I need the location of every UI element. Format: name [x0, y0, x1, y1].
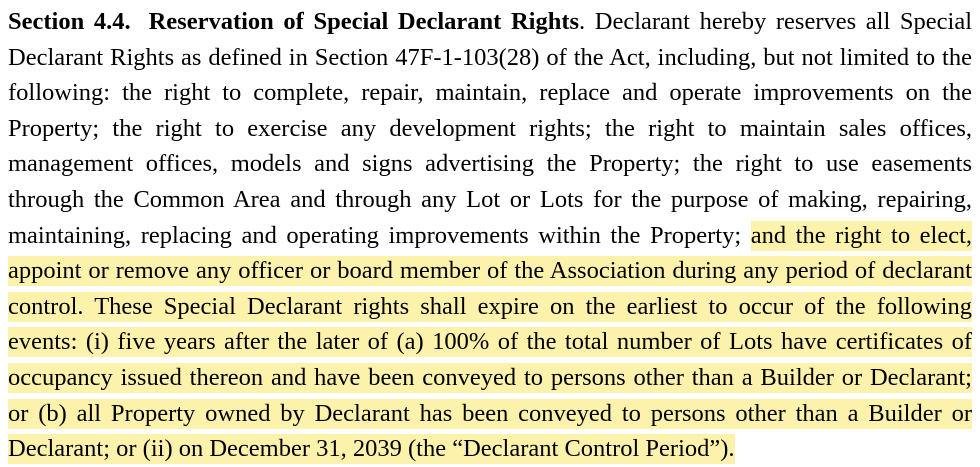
- paragraph-body-plain: . Declarant hereby reserves all Special Declarant Rights as defined in Section 47F-1-103(28) of the Act, including, but not limited to the following: the right to complete, repair, maintain, replace and operate improvements on the Property; the right to exercise any development rights; the right to maintain sales offices, management offices, models and signs advertising the Property; the right to use easements through the Common Area and through any Lot or Lots for the purpose of making, repairing, maintaining, replacing and operating improvements within the Property;: [8, 8, 972, 249]
- section-title: Reservation of Special Declarant Rights: [148, 8, 580, 35]
- section-4-4-paragraph: [8, 4, 972, 467]
- section-number: Section 4.4.: [8, 8, 131, 35]
- highlighted-passage: and the right to elect, appoint or remove any officer or board member of the Association during any period of declarant control. These Special Declarant rights shall expire on the earliest to occur of the following events: (i) five years after the later of (a) 100% of the total number of Lots have certificates of occupancy issued thereon and have been conveyed to persons other than a Builder or Declarant; or (b) all Property owned by Declarant has been conveyed to persons other than a Builder or Declarant; or (ii) on December 31, 2039 (the “Declarant Control Period”).: [8, 221, 973, 463]
